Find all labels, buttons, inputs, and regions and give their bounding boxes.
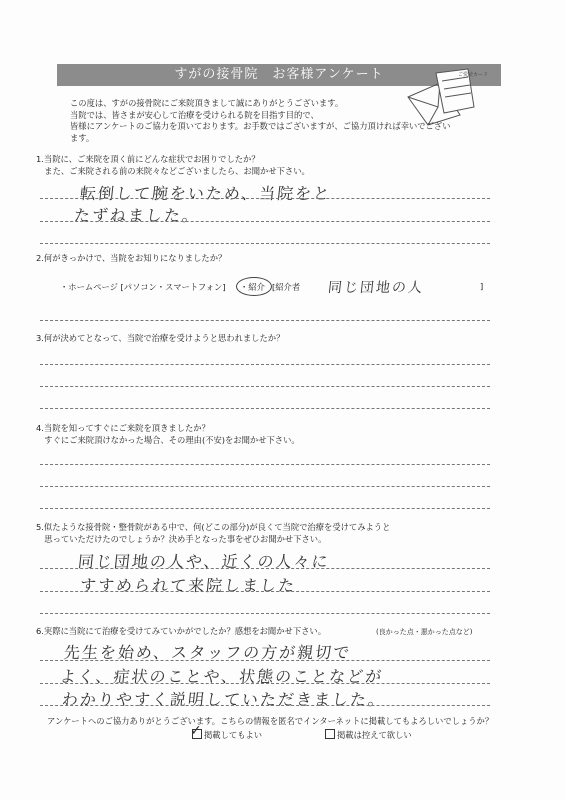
- answer-rule: [40, 486, 490, 487]
- consent-no-label: 掲載は控えて欲しい: [337, 730, 412, 740]
- answer-6-line: 先生を始め、スタッフの方が親切で: [62, 643, 353, 662]
- question-4-line: すぐにご来院頂けなかった場合、その理由(不安)をお聞かせ下さい。: [36, 434, 300, 445]
- consent-yes-label: 掲載してもよい: [204, 730, 263, 740]
- answer-rule: [40, 613, 490, 614]
- answer-5-line: 同じ団地の人や、近くの人々に: [76, 552, 331, 571]
- answer-rule: [40, 221, 490, 222]
- question-4: [36, 423, 300, 446]
- answer-rule: [40, 243, 490, 244]
- question-3: 3.何が決めてとなって、当院で治療を受けようと思われましたか？: [36, 333, 285, 343]
- answer-rule: [40, 386, 490, 387]
- intro-line: 当院では、皆さまが安心して治療を受けられる院を目指す目的で、: [70, 109, 319, 120]
- answer-rule: [40, 408, 490, 409]
- answer-rule: [40, 364, 490, 365]
- consent-question: アンケートへのご協力ありがとうございます。こちらの情報を匿名でインターネットに掲載してもよろしいでしょうか？: [47, 716, 494, 726]
- introducer-bracket: ]: [480, 281, 484, 291]
- question-6: 6.実際に当院にて治療を受けてみていかがでしたか？感想をお聞かせ下さい。: [36, 626, 327, 636]
- question-1-line: 1.当院に、ご来院を頂く前にどんな症状でお困りでしたか？: [36, 154, 260, 164]
- consent-option-no[interactable]: [325, 729, 412, 741]
- envelope-label: ご愛読カード: [458, 72, 489, 78]
- answer-rule: [40, 683, 490, 684]
- question-5-line: 5.似たような接骨院・整骨院がある中で、何(どこの部分)が良くて当院で治療を受けてみようと: [36, 522, 391, 532]
- question-1: [36, 154, 310, 177]
- intro-line: 皆様にアンケートのご協力を頂いております。お手数ではございますが、ご協力頂ければ幸いでござい: [70, 121, 451, 131]
- option-introduction: ・紹介: [240, 282, 265, 292]
- answer-rule: [40, 198, 490, 199]
- answer-5-line: すすめられて来院しました: [78, 576, 298, 595]
- answer-1-line: たずねました。: [72, 206, 201, 225]
- introducer-label: [紹介者: [272, 282, 301, 292]
- answer-6-line: わかりやすく説明していただきました。: [60, 690, 387, 709]
- answer-rule: [40, 660, 490, 661]
- question-2: 2.何がきっかけで、当院をお知りになりましたか？: [36, 253, 227, 263]
- answer-rule: [40, 568, 490, 569]
- intro-text: [70, 98, 530, 144]
- question-5: [36, 522, 390, 545]
- question-5-line: 思っていただけたのでしょうか？決め手となった事をぜひお聞かせ下さい。: [36, 533, 327, 544]
- answer-rule: [40, 508, 490, 509]
- intro-line: ます。: [70, 132, 95, 143]
- checkmark-icon: ✓: [190, 723, 202, 739]
- page-title: すがの接骨院 お客様アンケート: [174, 67, 384, 82]
- question-6-hint: (良かった点・悪かった点など): [376, 628, 473, 636]
- answer-1-line: 転倒して腕をいため、当院をと: [78, 184, 333, 203]
- answer-rule: [40, 705, 490, 706]
- answer-rule: [40, 464, 490, 465]
- answer-6-line: よく、症状のことや、状態のことなどが: [58, 667, 385, 686]
- question-4-line: 4.当院を知ってすぐにご来院を頂きましたか？: [36, 423, 210, 433]
- checkbox-icon[interactable]: [325, 729, 335, 739]
- answer-rule: [40, 320, 490, 321]
- introducer-answer: 同じ団地の人: [327, 280, 425, 296]
- intro-line: この度は、すがの接骨院にご来院頂きまして誠にありがとうございます。: [70, 98, 344, 108]
- option-homepage: ・ホームページ [パソコン・スマートフォン]: [60, 282, 226, 292]
- question-1-line: また、ご来院される前の来院々などございましたら、お聞かせ下さい。: [36, 165, 310, 176]
- answer-rule: [40, 591, 490, 592]
- consent-option-yes[interactable]: [192, 729, 262, 741]
